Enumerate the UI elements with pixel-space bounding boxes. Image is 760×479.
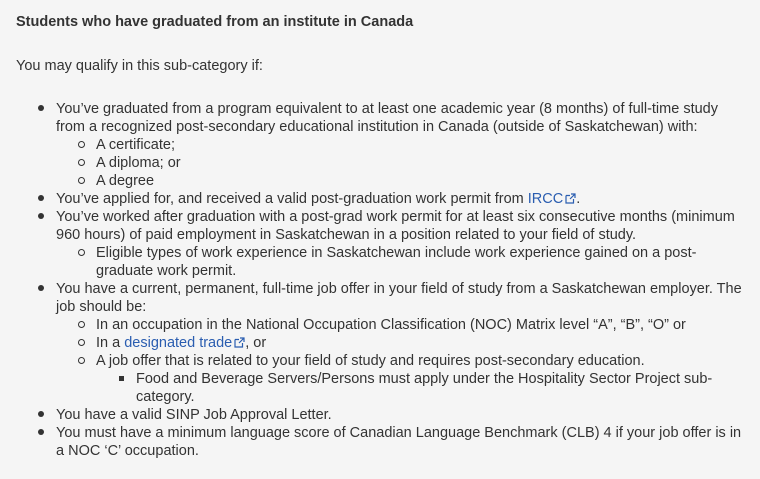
criteria-item-graduated — [16, 100, 744, 190]
bullet-circle — [76, 334, 86, 352]
work-experience-note — [56, 244, 744, 280]
bullet-disc — [36, 208, 46, 226]
bullet-disc — [36, 406, 46, 424]
requirement-text: In an occupation in the National Occupation Classification (NOC) Matrix level “A”, “B”, “O” or — [96, 317, 686, 333]
note-text: Food and Beverage Servers/Persons must apply under the Hospitality Sector Project sub-category. — [136, 371, 713, 405]
criteria-item-approval-letter — [16, 406, 744, 424]
bullet-square — [116, 370, 126, 388]
section-heading: Students who have graduated from an institute in Canada — [16, 14, 414, 30]
ircc-link[interactable] — [528, 191, 576, 207]
criteria-text: You have a current, permanent, full-time job offer in your field of study from a Saskatchewan employer. The job should be: — [56, 281, 742, 315]
criteria-item-language — [16, 424, 744, 460]
criteria-text-end: . — [576, 191, 581, 207]
criteria-item-job-offer — [16, 280, 744, 406]
credential-text: A certificate; — [96, 137, 175, 153]
bullet-disc — [36, 424, 46, 442]
credential-text: A diploma; or — [96, 155, 181, 171]
designated-trade-link[interactable] — [124, 335, 245, 351]
hospitality-note — [96, 370, 744, 406]
criteria-text: You’ve worked after graduation with a post-grad work permit for at least six consecutive months (minimum 960 hours) of paid employment in Saskatchewan in a position related to your field of study. — [56, 209, 735, 243]
job-requirement-trade — [56, 334, 744, 352]
bullet-circle — [76, 154, 86, 172]
job-requirement-field-of-study — [56, 352, 744, 406]
criteria-item-work-experience — [16, 208, 744, 280]
note-text: Eligible types of work experience in Saskatchewan include work experience gained on a post-graduate work permit. — [96, 245, 697, 279]
requirement-text: In a — [96, 335, 125, 351]
intro-text: You may qualify in this sub-category if: — [16, 58, 263, 74]
job-requirements-list — [56, 316, 744, 406]
bullet-disc — [36, 280, 46, 298]
criteria-text: You’ve applied for, and received a valid post-graduation work permit from — [56, 191, 528, 207]
bullet-circle — [76, 352, 86, 370]
requirement-text: A job offer that is related to your field of study and requires post-secondary education. — [96, 353, 645, 369]
ircc-link-text[interactable]: IRCC — [527, 191, 564, 207]
external-link-icon[interactable] — [565, 193, 576, 204]
credential-item-degree — [56, 172, 744, 190]
credential-item-certificate — [56, 136, 744, 154]
bullet-circle — [76, 172, 86, 190]
bullet-disc — [36, 190, 46, 208]
designated-trade-link-text[interactable]: designated trade — [124, 335, 233, 351]
credential-text: A degree — [96, 173, 155, 189]
external-link-icon[interactable] — [234, 337, 245, 348]
criteria-item-work-permit — [16, 190, 744, 208]
credential-item-diploma — [56, 154, 744, 172]
bullet-disc — [36, 100, 46, 118]
requirement-text-end: , or — [245, 335, 267, 351]
bullet-circle — [76, 244, 86, 262]
bullet-circle — [76, 316, 86, 334]
criteria-list — [16, 100, 744, 460]
hospitality-note-list — [96, 370, 744, 406]
criteria-text: You have a valid SINP Job Approval Letter. — [56, 407, 332, 423]
credential-list — [56, 136, 744, 190]
criteria-text: You must have a minimum language score of Canadian Language Benchmark (CLB) 4 if your job offer is in a NOC ‘C’ occupation. — [56, 425, 742, 459]
job-requirement-noc — [56, 316, 744, 334]
bullet-circle — [76, 136, 86, 154]
work-experience-sublist — [56, 244, 744, 280]
criteria-text: You’ve graduated from a program equivalent to at least one academic year (8 months) of full-time study from a recognized post-secondary educational institution in Canada (outside of Saskatchewan) with: — [56, 101, 718, 135]
